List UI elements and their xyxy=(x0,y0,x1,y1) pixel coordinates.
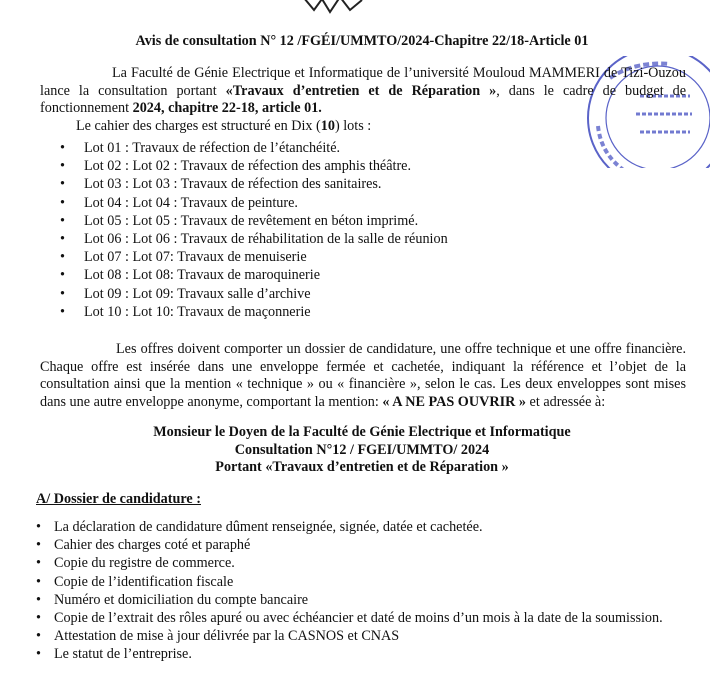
intro-paragraph xyxy=(40,65,686,118)
bullet-icon: • xyxy=(36,628,41,645)
section-a-heading: A/ Dossier de candidature : xyxy=(36,491,201,507)
bullet-icon: • xyxy=(60,212,65,229)
bullet-icon: • xyxy=(60,158,65,175)
list-item xyxy=(36,555,686,573)
lot-label: Lot 08 : Lot 08: Travaux de maroquinerie xyxy=(84,267,321,284)
address-subject: Portant «Travaux d’entretien et de Réparation » xyxy=(215,459,509,476)
lots-list xyxy=(60,140,448,322)
list-item xyxy=(36,519,686,537)
bullet-icon: • xyxy=(60,140,65,156)
list-item xyxy=(60,304,448,322)
bullet-icon: • xyxy=(36,555,41,572)
intro-text-2: , dans le cadre de budget de fonctionnement xyxy=(40,82,687,117)
lot-label: Lot 05 : Lot 05 : Travaux de revêtement en béton imprimé. xyxy=(84,212,419,229)
offers-text: Les offres doivent comporter un dossier de candidature, une offre technique et une offre financière. Chaque offre est insérée dans une enveloppe fermée et cachetée, indiquant la référence et l’objet de la consultation ainsi que la mention « technique » ou « financière », selon le cas. Les deux enveloppes sont mises dans une autre enveloppe anonyme, comportant la mention: xyxy=(40,341,686,410)
document-label: Cahier des charges coté et paraphé xyxy=(54,537,251,554)
offers-mention: « A NE PAS OUVRIR » xyxy=(382,393,526,410)
list-item xyxy=(36,610,686,628)
lot-label: Lot 03 : Lot 03 : Travaux de réfection des sanitaires. xyxy=(84,176,382,193)
document-label: Copie de l’extrait des rôles apuré ou avec échéancier et daté de moins d’un mois à la date de la soumission. xyxy=(54,609,663,626)
list-item xyxy=(36,592,686,610)
list-item xyxy=(60,195,448,213)
list-item xyxy=(36,628,686,646)
signature-scribble-icon xyxy=(300,0,370,16)
lot-label: Lot 04 : Lot 04 : Travaux de peinture. xyxy=(84,194,298,211)
bullet-icon: • xyxy=(60,176,65,193)
lot-label: Lot 10 : Lot 10: Travaux de maçonnerie xyxy=(84,303,311,320)
bullet-icon: • xyxy=(60,285,65,302)
document-title: Avis de consultation N° 12 /FGÉI/UMMTO/2024-Chapitre 22/18-Article 01 xyxy=(135,33,589,49)
address-consultation: Consultation N°12 / FGEI/UMMTO/ 2024 xyxy=(234,441,490,458)
cahier-text-end: ) lots : xyxy=(334,118,372,134)
cahier-paragraph xyxy=(76,118,722,136)
document-label: Le statut de l’entreprise. xyxy=(54,646,192,663)
lot-label: Lot 02 : Lot 02 : Travaux de réfection des amphis théâtre. xyxy=(84,158,412,175)
list-item xyxy=(60,158,448,176)
bullet-icon: • xyxy=(36,591,41,608)
bullet-icon: • xyxy=(60,303,65,320)
list-item xyxy=(60,231,448,249)
list-item xyxy=(60,176,448,194)
document-label: Copie du registre de commerce. xyxy=(54,555,235,572)
lot-label: Lot 09 : Lot 09: Travaux salle d’archive xyxy=(84,285,311,302)
bullet-icon: • xyxy=(60,194,65,211)
bullet-icon: • xyxy=(60,230,65,247)
list-item xyxy=(36,646,686,664)
lot-label: Lot 06 : Lot 06 : Travaux de réhabilitation de la salle de réunion xyxy=(84,230,448,247)
list-item xyxy=(60,286,448,304)
list-item xyxy=(36,574,686,592)
bullet-icon: • xyxy=(36,609,41,626)
bullet-icon: • xyxy=(36,573,41,590)
lot-label: Lot 01 : Travaux de réfection de l’étanchéité. xyxy=(84,140,341,156)
cahier-number: 10 xyxy=(320,118,335,134)
bullet-icon: • xyxy=(60,249,65,266)
documents-list xyxy=(36,519,686,665)
address-recipient: Monsieur le Doyen de la Faculté de Génie Electrique et Informatique xyxy=(153,424,571,440)
list-item xyxy=(60,140,448,158)
list-item xyxy=(60,213,448,231)
document-label: Attestation de mise à jour délivrée par la CASNOS et CNAS xyxy=(54,628,400,645)
budget-reference: 2024, chapitre 22-18, article 01. xyxy=(132,100,322,117)
cahier-text: Le cahier des charges est structuré en Dix ( xyxy=(76,118,321,134)
offers-text-end: et adressée à: xyxy=(525,393,606,410)
address-block xyxy=(0,424,724,477)
list-item xyxy=(36,537,686,555)
intro-text: La Faculté de Génie Electrique et Informatique de l’université Mouloud MAMMERI de Tizi-Ouzou lance la consultation portant xyxy=(40,65,686,99)
bullet-icon: • xyxy=(36,646,41,663)
document-label: La déclaration de candidature dûment renseignée, signée, datée et cachetée. xyxy=(54,519,483,535)
bullet-icon: • xyxy=(36,537,41,554)
offers-paragraph xyxy=(40,341,686,411)
list-item xyxy=(60,249,448,267)
bullet-icon: • xyxy=(60,267,65,284)
project-name: «Travaux d’entretien et de Réparation » xyxy=(225,82,497,99)
document-label: Copie de l’identification fiscale xyxy=(54,573,234,590)
document-label: Numéro et domiciliation du compte bancaire xyxy=(54,591,309,608)
list-item xyxy=(60,267,448,285)
lot-label: Lot 07 : Lot 07: Travaux de menuiserie xyxy=(84,249,307,266)
bullet-icon: • xyxy=(36,519,41,535)
